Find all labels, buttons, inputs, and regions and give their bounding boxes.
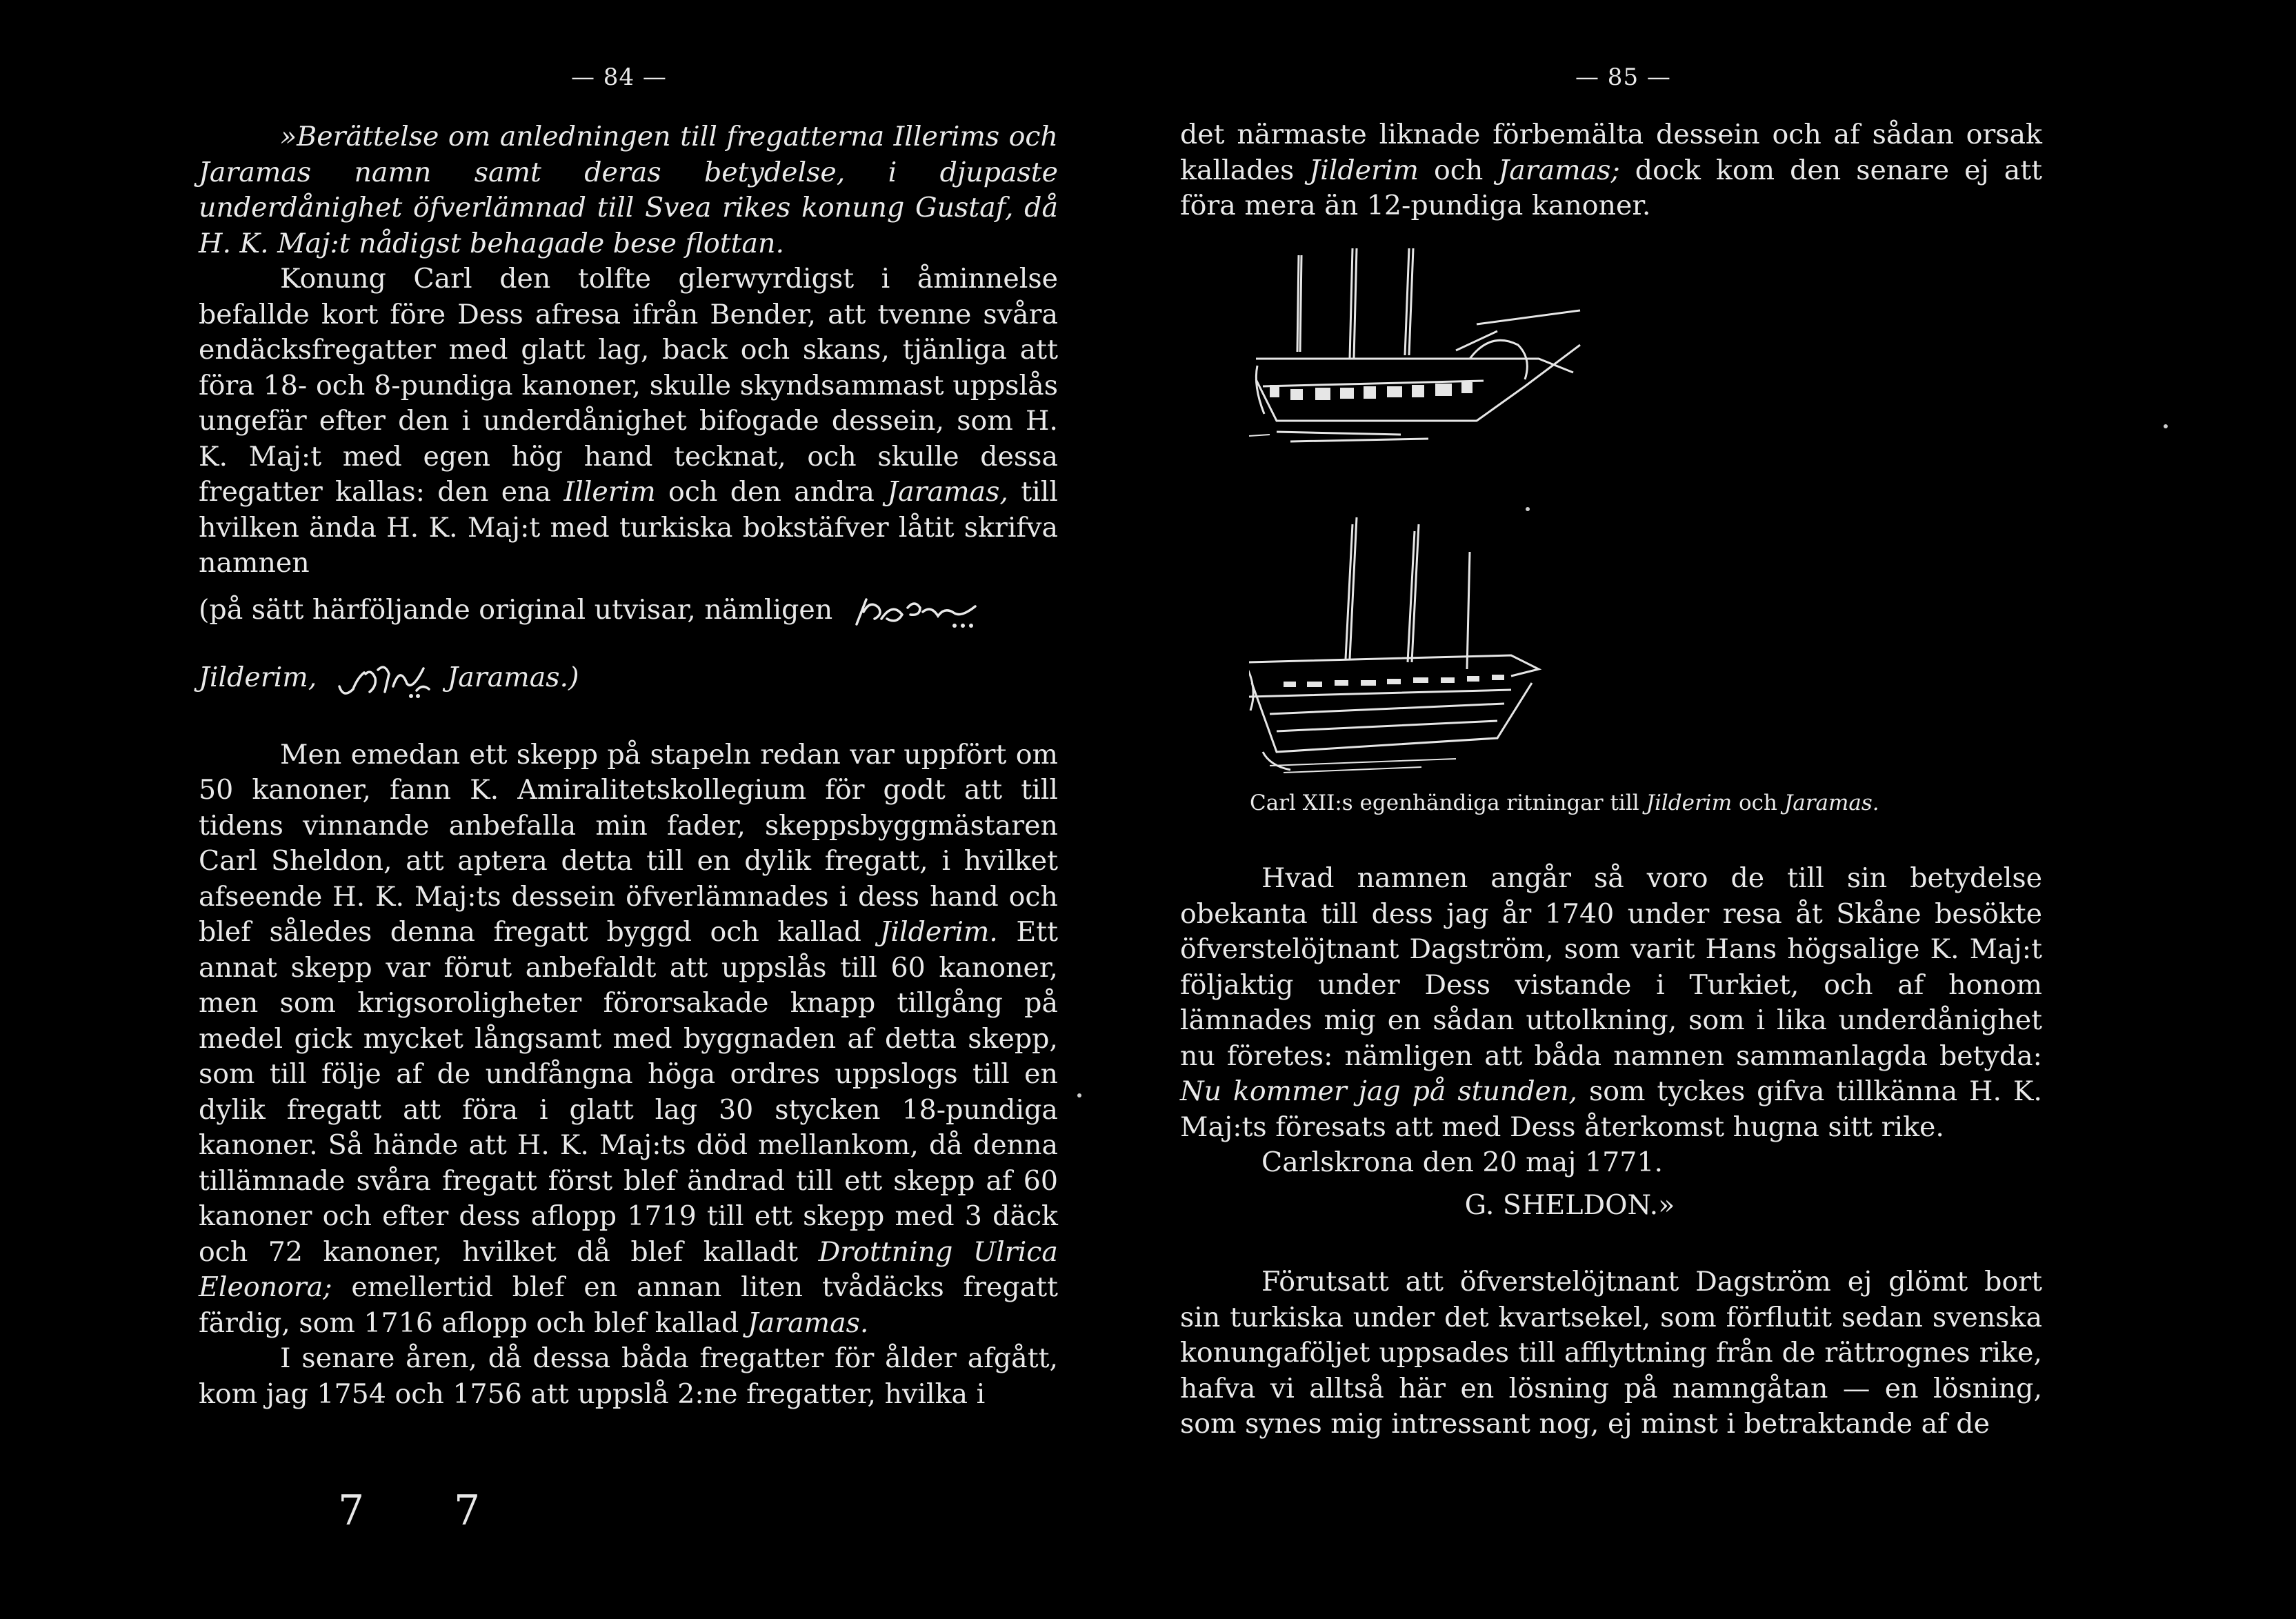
page-number-right: — 85 — xyxy=(1575,63,1671,91)
figure-caption: Carl XII:s egenhändiga ritningar till Jilderim och Jaramas. xyxy=(1250,791,1879,815)
handwritten-seven-1: 7 xyxy=(338,1487,365,1535)
ship-jaramas-drawing-icon xyxy=(1249,517,1539,773)
paragraph-order: Konung Carl den tolfte glerwyrdigst i åminnelse befallde kort före Dess afresa ifrån Bender, att tvenne svåra endäcksfregatter med glatt lag, back och skans, tjänliga att föra 18- och 8-pundiga kanoner, skulle skyndsammast uppslås ungefär efter den i underdånighet bifogade dessein, som H. K. Maj:t med egen hög hand tecknat, och skulle dessa fregatter kallas: den ena Illerim och den andra Jaramas, till hvilken ända H. K. Maj:t med turkiska bokstäfver låtit skrifva namnen xyxy=(199,263,1059,579)
paragraph-meaning: Hvad namnen angår så voro de till sin betydelse obekanta till dess jag år 1740 under resa åt Skåne besökte öfverstelöjtnant Dagström, som varit Hans högsalige K. Maj:t följaktig under Dess vistande i Turkiet, och af honom lämnades mig en sådan uttolkning, som i lika underdånighet nu företes: nämligen att båda namnen sammanlagda betyda: Nu kommer jag på stunden, som tyckes gifva tillkänna H. K. Maj:ts föresats att med Dess återkomst hugna sitt rike. xyxy=(1180,862,2042,1143)
right-text-bottom xyxy=(1180,861,2042,1442)
quote-heading: »Berättelse om anledningen till fregatterna Illerims och Jaramas namn samt deras betydelse, i djupaste underdånighet öfverlämnad till Svea rikes konung Gustaf, då H. K. Maj:t nådigst behagade bese flottan. xyxy=(199,121,1058,259)
paragraph-original: (på sätt härföljande original utvisar, nämligen xyxy=(199,591,1058,633)
turkish-script-jaramas-icon xyxy=(335,659,439,700)
speck xyxy=(1526,507,1530,511)
paragraph-later-years: I senare åren, då dessa båda fregatter för ålder afgått, kom jag 1754 och 1756 att uppslå 2:ne fregatter, hvilka i xyxy=(199,1342,1058,1410)
signature: G. SHELDON.» xyxy=(1464,1189,1675,1221)
paragraph-names: Jilderim, Jaramas.) xyxy=(199,659,1058,700)
page-number-left: — 84 — xyxy=(571,63,667,91)
left-text-column xyxy=(199,119,1058,1412)
speck xyxy=(2164,424,2168,428)
place-date: Carlskrona den 20 maj 1771. xyxy=(1261,1146,1664,1178)
ship-jilderim-drawing-icon xyxy=(1249,248,1580,441)
paragraph-analysis: Förutsatt att öfverstelöjtnant Dagström ej glömt bort sin turkiska under det kvartsekel, som förflutit sedan svenska konungaföljet uppsades till afflyttning från de rättrognes rike, hafva vi alltså här en lösning på namngåtan — en lösning, som synes mig intressant nog, ej minst i betraktande af de xyxy=(1180,1266,2042,1440)
right-page xyxy=(1148,0,2296,1619)
paragraph-history: Men emedan ett skepp på stapeln redan var uppfört om 50 kanoner, fann K. Amiralitetskollegium för godt att till tidens vinnande anbefalla min fader, skeppsbyggmästaren Carl Sheldon, att aptera detta till en dylik fregatt, i hvilket afseende H. K. Maj:ts dessein öfverlämnades i dess hand och blef således denna fregatt byggd och kallad Jilderim. Ett annat skepp var förut anbefaldt att uppslås till 60 kanoner, men som krigsoroligheter förorsakade knapp tillgång på medel gick mycket långsamt med byggnaden af detta skepp, som till följe af de undfångna höga ordres uppslogs till en dylik fregatt att föra i glatt lag 30 stycken 18-pundiga kanoner. Så hände att H. K. Maj:ts död mellankom, då denna tillämnade svåra fregatt först blef ändrad till ett skepp af 60 kanoner och efter dess aflopp 1719 till ett skepp med 3 däck och 72 kanoner, hvilket då blef kalladt Drottning Ulrica Eleonora; emellertid blef en annan liten tvådäcks fregatt färdig, som 1716 aflopp och blef kallad Jaramas. xyxy=(199,738,1058,1339)
handwritten-seven-2: 7 xyxy=(454,1487,481,1535)
right-text-top xyxy=(1180,117,2042,224)
speck xyxy=(1077,1093,1081,1097)
paragraph-continuation: det närmaste liknade förbemälta dessein och af sådan orsak kallades Jilderim och Jaramas; dock kom den senare ej att föra mera än 12-pundiga kanoner. xyxy=(1180,119,2043,221)
turkish-script-jilderim-icon xyxy=(851,591,982,633)
ship-drawings xyxy=(1249,228,1939,779)
